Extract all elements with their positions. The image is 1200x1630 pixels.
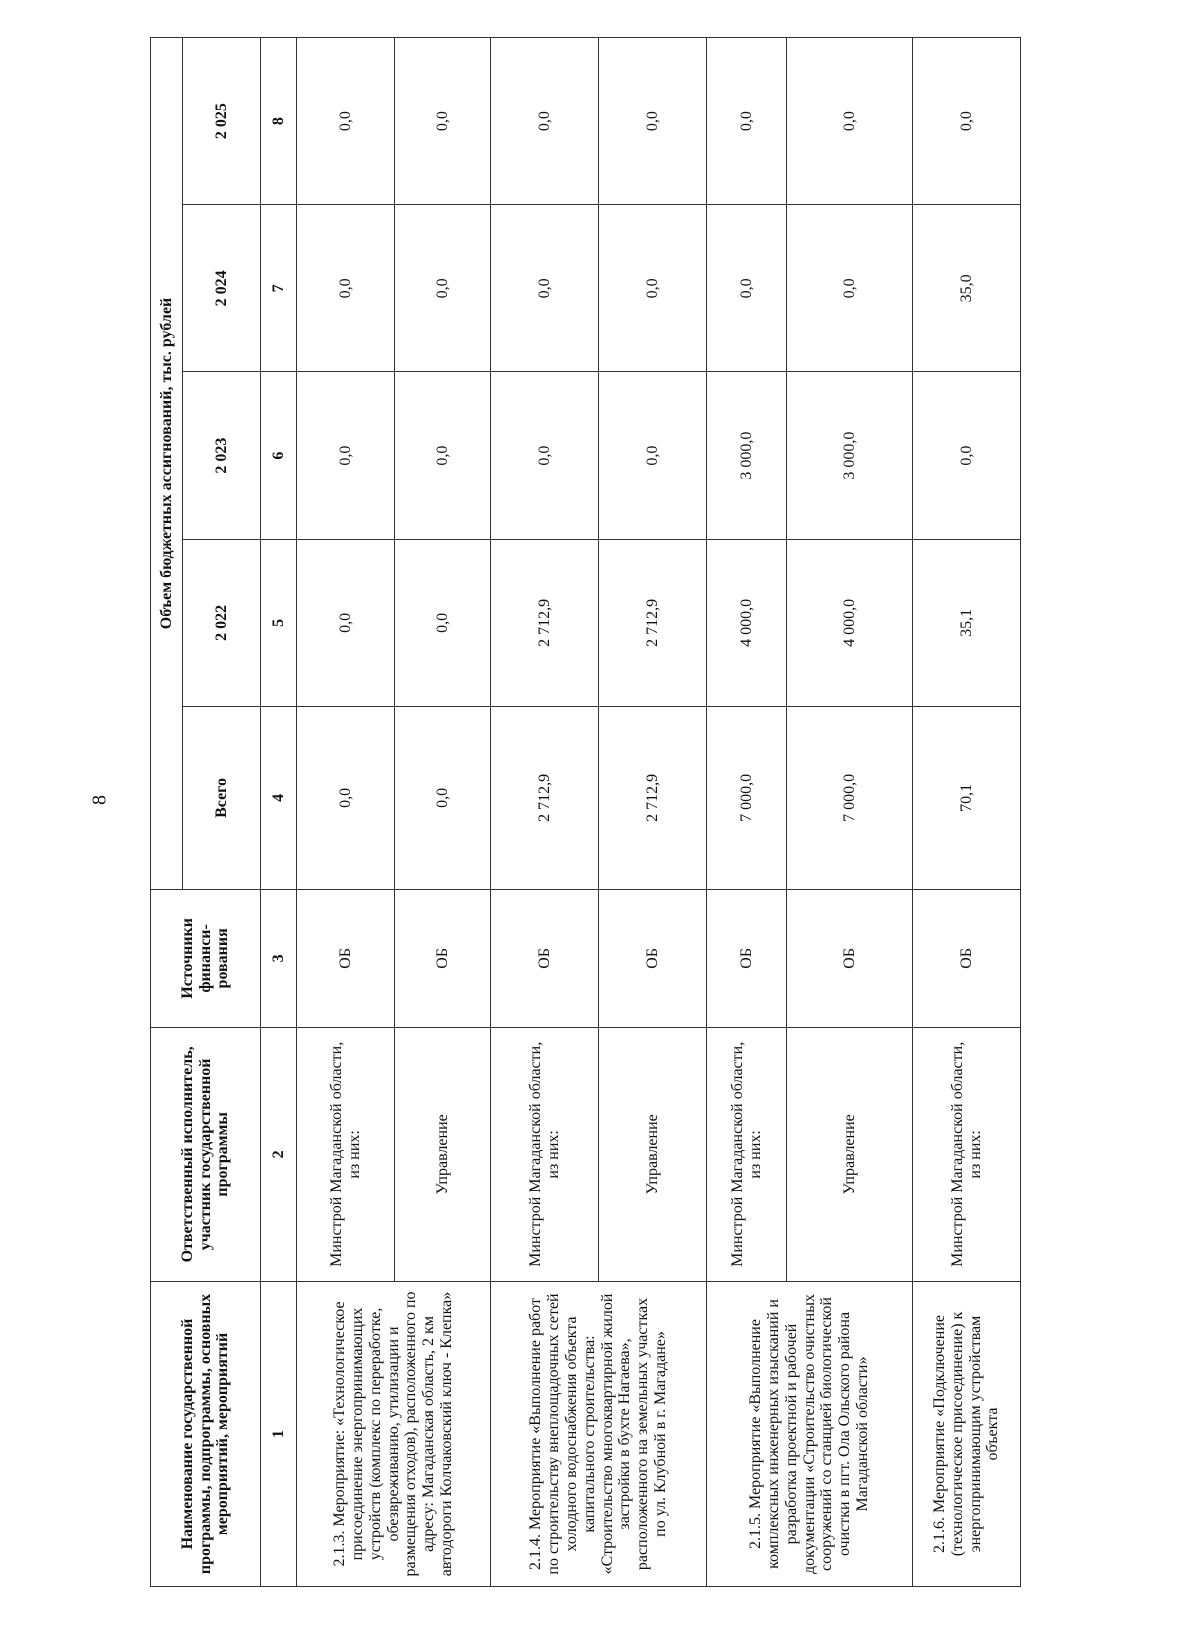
table-row bbox=[913, 38, 1021, 1587]
header-row-top bbox=[151, 38, 183, 1587]
executor-cell: Управление bbox=[395, 1027, 491, 1281]
header-year: 2 024 bbox=[183, 205, 261, 372]
source-cell: ОБ bbox=[913, 889, 1021, 1027]
value-year: 0,0 bbox=[787, 205, 913, 372]
value-total: 7 000,0 bbox=[707, 706, 787, 889]
column-number: 3 bbox=[261, 889, 297, 1027]
value-year: 0,0 bbox=[297, 205, 395, 372]
value-total: 70,1 bbox=[913, 706, 1021, 889]
measure-name: 2.1.3. Мероприятие: «Технологическое присоединение энергопринимающих устройств (комплекс по переработке, обезвреживанию, утилизации и размещения отходов), расположенного по адресу: Магаданская область, 2 км автодороги Колчаковский ключ - Клепка» bbox=[297, 1281, 491, 1586]
value-year: 4 000,0 bbox=[787, 539, 913, 706]
source-cell: ОБ bbox=[297, 889, 395, 1027]
value-year: 0,0 bbox=[599, 38, 707, 205]
header-year: 2 023 bbox=[183, 372, 261, 539]
page-number: 8 bbox=[88, 795, 111, 805]
value-year: 0,0 bbox=[297, 38, 395, 205]
header-col-source: Источники финанси-рования bbox=[151, 889, 261, 1027]
measure-name: 2.1.5. Мероприятие «Выполнение комплексных инженерных изысканий и разработка проектной и рабочей документации «Строительство очистных сооружений со станцией биологической очистки в пгт. Ола Ольского района Магаданской области» bbox=[707, 1281, 913, 1586]
executor-cell: Минстрой Магаданской области, из них: bbox=[297, 1027, 395, 1281]
value-year: 0,0 bbox=[297, 372, 395, 539]
table-row bbox=[707, 38, 787, 1587]
value-year: 3 000,0 bbox=[787, 372, 913, 539]
value-year: 35,1 bbox=[913, 539, 1021, 706]
value-year: 0,0 bbox=[395, 539, 491, 706]
executor-cell: Минстрой Магаданской области, из них: bbox=[491, 1027, 599, 1281]
value-total: 0,0 bbox=[395, 706, 491, 889]
value-year: 0,0 bbox=[787, 38, 913, 205]
header-total: Всего bbox=[183, 706, 261, 889]
executor-cell: Управление bbox=[599, 1027, 707, 1281]
value-year: 0,0 bbox=[707, 38, 787, 205]
value-year: 2 712,9 bbox=[491, 539, 599, 706]
value-year: 2 712,9 bbox=[599, 539, 707, 706]
source-cell: ОБ bbox=[395, 889, 491, 1027]
source-cell: ОБ bbox=[707, 889, 787, 1027]
source-cell: ОБ bbox=[787, 889, 913, 1027]
value-year: 3 000,0 bbox=[707, 372, 787, 539]
value-total: 2 712,9 bbox=[491, 706, 599, 889]
budget-table bbox=[150, 37, 1021, 1587]
column-number: 6 bbox=[261, 372, 297, 539]
value-year: 0,0 bbox=[707, 205, 787, 372]
source-cell: ОБ bbox=[599, 889, 707, 1027]
header-year: 2 025 bbox=[183, 38, 261, 205]
executor-cell: Управление bbox=[787, 1027, 913, 1281]
value-year: 0,0 bbox=[599, 372, 707, 539]
executor-cell: Минстрой Магаданской области, из них: bbox=[913, 1027, 1021, 1281]
column-number: 4 bbox=[261, 706, 297, 889]
value-year: 4 000,0 bbox=[707, 539, 787, 706]
column-number: 5 bbox=[261, 539, 297, 706]
value-year: 35,0 bbox=[913, 205, 1021, 372]
table-row bbox=[297, 38, 395, 1587]
header-col-executor: Ответственный исполнитель, участник государственной программы bbox=[151, 1027, 261, 1281]
column-number: 1 bbox=[261, 1281, 297, 1586]
value-year: 0,0 bbox=[913, 38, 1021, 205]
column-number: 8 bbox=[261, 38, 297, 205]
header-year: 2 022 bbox=[183, 539, 261, 706]
value-year: 0,0 bbox=[395, 372, 491, 539]
column-number-row bbox=[261, 38, 297, 1587]
measure-name: 2.1.6. Мероприятие «Подключение (технологическое присоединение) к энергопринимающим устройствам объекта bbox=[913, 1281, 1021, 1586]
source-cell: ОБ bbox=[491, 889, 599, 1027]
value-total: 0,0 bbox=[297, 706, 395, 889]
value-year: 0,0 bbox=[913, 372, 1021, 539]
value-year: 0,0 bbox=[395, 205, 491, 372]
value-year: 0,0 bbox=[491, 372, 599, 539]
value-year: 0,0 bbox=[491, 38, 599, 205]
executor-cell: Минстрой Магаданской области, из них: bbox=[707, 1027, 787, 1281]
header-col-name: Наименование государственной программы, подпрограммы, основных мероприятий, мероприятий bbox=[151, 1281, 261, 1586]
table-row bbox=[491, 38, 599, 1587]
rotated-page-content bbox=[150, 37, 1020, 1587]
measure-name: 2.1.4. Мероприятие «Выполнение работ по строительству внеплощадочных сетей холодного водоснабжения объекта капитального строительства: «Строительство многоквартирной жилой застройки в бухте Нагаева», расположенного на земельных участках по ул. Клубной в г. Магадане» bbox=[491, 1281, 707, 1586]
value-year: 0,0 bbox=[395, 38, 491, 205]
value-total: 7 000,0 bbox=[787, 706, 913, 889]
column-number: 7 bbox=[261, 205, 297, 372]
value-year: 0,0 bbox=[491, 205, 599, 372]
value-total: 2 712,9 bbox=[599, 706, 707, 889]
value-year: 0,0 bbox=[297, 539, 395, 706]
column-number: 2 bbox=[261, 1027, 297, 1281]
value-year: 0,0 bbox=[599, 205, 707, 372]
header-budget-group: Объем бюджетных ассигнований, тыс. рублей bbox=[151, 38, 183, 890]
